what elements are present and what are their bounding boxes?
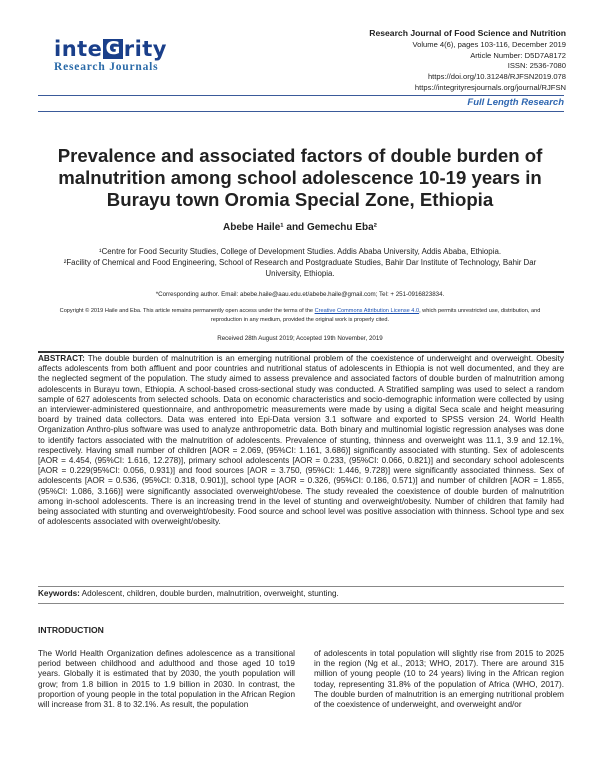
keywords-text: Adolescent, children, double burden, malnutrition, overweight, stunting. [79, 589, 339, 598]
publisher-logo [54, 38, 184, 73]
corresponding-author: *Corresponding author. Email: abebe.haile@aau.edu.et/abebe.haile@gmail.com; Tel: + 251-0916823834. [155, 291, 445, 298]
header-divider [38, 95, 564, 96]
journal-volume: Volume 4(6), pages 103-116, December 2019 [412, 39, 566, 49]
keywords-top-rule [38, 586, 564, 587]
journal-url[interactable]: https://integrityresjournals.org/journal/RJFSN [414, 82, 566, 92]
intro-column-left: The World Health Organization defines adolescence as a transitional period between childhood and adulthood and those aged 10 to19 years. Globally it is estimated that by 2030, the youth population will grow; from 1.8 billion in 2015 to 1.9 billion in 2030. In contrast, the proportion of young people in the total population in the African Region will increase from 31. 8 to 32.1%. As result, the population [38, 649, 295, 710]
header-divider-2 [38, 111, 564, 112]
doi-link[interactable]: https://doi.org/10.31248/RJFSN2019.078 [427, 72, 566, 82]
intro-column-right: of adolescents in total population will slightly rise from 2015 to 2025 in the region (Ng et al., 2013; WHO, 2017). There are around 315 million of young people (10 to 24 years) living in the African region today, representing 31.8% of the population of Africa (WHO, 2017). The double burden of malnutrition is an emerging nutritional problem of the coexistence of underweight, and overweight and/or [314, 649, 564, 710]
keywords-bottom-rule [38, 603, 564, 604]
abstract-text: The double burden of malnutrition is an emerging nutritional problem of the coexistence of underweight and overweight. Obesity affects adolescents from both affluent and poor countries and nutritional status of adolescents in Ethiopia is not well documented, and they are the neglected segment of the population. The study aimed to assess prevalence and associated factors of double burden of malnutrition among adolescents in Burayu town, Ethiopia. A school-based cross-sectional study was conducted. A Stratified sampling was used to select a random sample of 627 adolescents from selected schools. Data on economic characteristics and socio-demographic information were collected by using an interviewer-administered questionnaire, and anthropometric measurements were made by using a digital Seca scale and height measuring board by trained data collectors. Data was entered into Epi-Data version 3.1 software and exported to SPSS version 24. World Health Organization Anthro-plus software was used to analyze anthropometric data. Both binary and multinomial logistic regression analyses was done to identify factors associated with the malnutrition of adolescents. Prevalence of stunting, thinness and overweight was 11.1, 3.9 and 12.1%, respectively. Having small number of children [AOR = 2.069, (95%CI: 1.161, 3.686)] significantly associated with stunting. Sex of adolescents [AOR = 4.454, (95%CI: 1.616, 12.278)], primary school adolescents [AOR = 0.233, (95%CI: 0.066, 0.821)] and secondary school adolescents [AOR = 0.229(95%CI: 0.056, 0.931)] and food sources [AOR = 3.750, (95%CI: 1.446, 9.728)] were significantly associated thinness. Sex of adolescents [AOR = 0.536, (95%CI: 0.318, 0.901)], school type [AOR = 0.326, (95%CI: 0.186, 0.571)] and number of children [AOR = 1.855, (95%CI: 1.086, 3.166)] were significantly associated overweight/obese. The study revealed the coexistence of double burden of malnutrition among in-school adolescents. There is an increasing trend in the level of stunting and overweight/obesity. Number of children that family had being associated with stunting and overweight/obesity. Food source and school level was positive association with thinness. School type and sex of adolescents associated with overweight/obesity. [38, 354, 564, 527]
article-type: Full Length Research [467, 97, 564, 108]
logo-wordmark: inte G rity [54, 37, 168, 61]
issn: ISSN: 2536-7080 [507, 61, 566, 71]
license-link[interactable]: Creative Commons Attribution License 4.0 [314, 308, 420, 314]
article-number: Article Number: D5D7A8172 [470, 50, 566, 60]
journal-info [369, 28, 566, 94]
copyright-notice: Copyright © 2019 Haile and Eba. This article remains permanently open access under the terms of the Creative Commons Attribution License 4.0, which permits unrestricted use, distribution, and reproduction in any medium, provided the original work is properly cited. [59, 308, 541, 323]
logo-subtitle: Research Journals [54, 61, 159, 73]
authors: Abebe Haile¹ and Gemechu Eba² [223, 222, 377, 233]
logo-g-block: G [105, 38, 121, 59]
paper-title: Prevalence and associated factors of double burden of malnutrition among school adolescence 10-19 years in Burayu town Oromia Special Zone, Ethiopia [57, 145, 543, 210]
keywords-label: Keywords: [38, 589, 80, 598]
section-heading-introduction: INTRODUCTION [38, 625, 104, 635]
keywords [38, 589, 564, 599]
affiliations [60, 246, 540, 279]
abstract-label: ABSTRACT: [38, 354, 85, 363]
affiliation-2: ²Facility of Chemical and Food Engineering, School of Research and Postgraduate Studies, Bahir Dar Institute of Technology, Bahir Dar University, Ethiopia. [63, 258, 537, 278]
abstract [38, 354, 564, 527]
abstract-top-rule [38, 351, 564, 353]
received-dates: Received 28th August 2019; Accepted 19th November, 2019 [217, 335, 383, 342]
journal-title: Research Journal of Food Science and Nutrition [369, 28, 566, 38]
affiliation-1: ¹Centre for Food Security Studies, College of Development Studies. Addis Ababa University, Addis Ababa, Ethiopia. [98, 247, 502, 256]
